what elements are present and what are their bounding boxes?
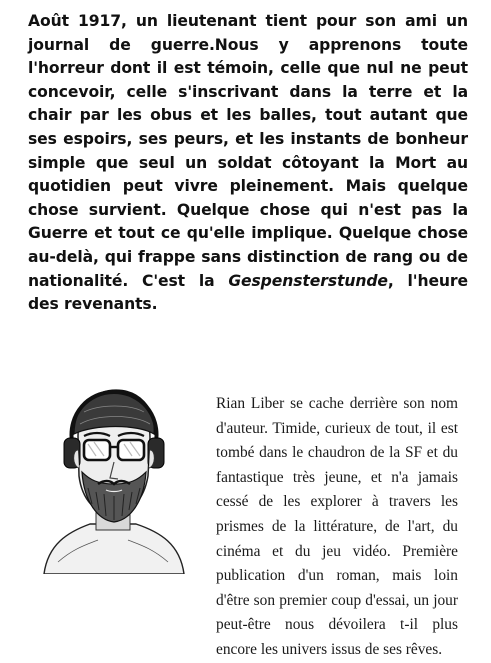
cropped-footer-text [339, 654, 459, 659]
synopsis-text [28, 10, 468, 317]
synopsis-before: Août 1917, un lieutenant tient pour son ami un journal de guerre.Nous y apprenons toute l'horreur dont il est témoin, celle que nul ne peut concevoir, celle s'inscrivant dans la terre et la chair par les obus et les balles, tout autant que ses espoirs, ses peurs, et les instants de bonheur simple que seul un soldat côtoyant la Mort au quotidien peut vivre pleinement. Mais quelque chose survient. Quelque chose qui n'est pas la Guerre et tout ce qu'elle implique. Quelque chose au-delà, qui frappe sans distinction de rang ou de nationalité. C'est la [28, 12, 468, 290]
synopsis-emphasis: Gespensterstunde [228, 271, 388, 290]
author-bio: Rian Liber se cache derrière son nom d'auteur. Timide, curieux de tout, il est tombé dans le chaudron de la SF et du fantastique très jeune, et n'a jamais cessé de les explorer à travers les prismes de la littérature, de l'art, du cinéma et du jeu vidéo. Première publication d'un roman, mais loin d'être son premier coup d'essai, un jour peut-être nous dévoilera t-il plus encore les univers issus de ses rêves. [216, 395, 458, 658]
author-portrait-illustration [38, 384, 188, 574]
synopsis-after: , l'heure des revenants. [28, 271, 468, 314]
